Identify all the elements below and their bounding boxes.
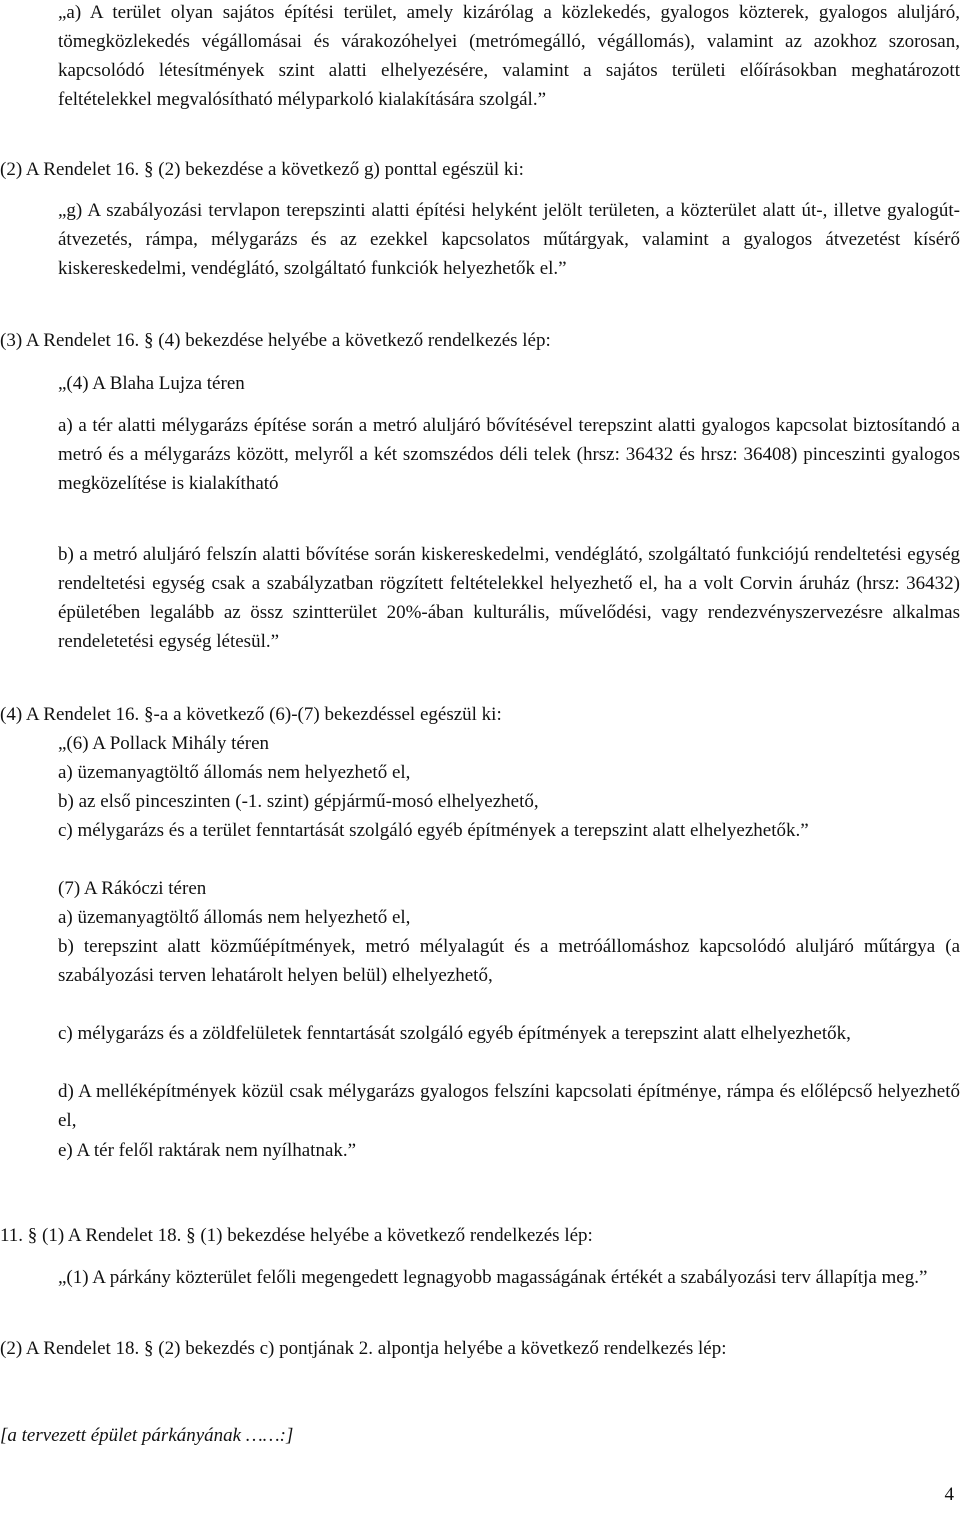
- paragraph-rakoczi-b: b) terepszint alatt közműépítmények, metró mélyalagút és a metróállomáshoz kapcsolódó aluljáró műtárgya (a szabályozási terven lehatárolt helyen belül) elhelyezhető,: [58, 936, 960, 986]
- paragraph-pollack-b: b) az első pinceszinten (-1. szint) gépjármű-mosó elhelyezhető,: [58, 791, 539, 812]
- paragraph-blaha-lujza: „(4) A Blaha Lujza téren: [58, 373, 245, 394]
- paragraph-g-szabalyozasi: „g) A szabályozási tervlapon terepszinti alatti építési helyként jelölt területen, a közterület alatt út-, illetve gyalogút-átvezetés, rámpa, mélygarázs és az ezekkel kapcsolatos műtárgyak, valamint a gyalogos átvezetést kísérő kiskereskedelmi, vendéglátó, szolgáltató funkciók helyezhetők el.”: [58, 200, 960, 279]
- page-number: 4: [944, 1484, 954, 1505]
- paragraph-3-rendelet-16: (3) A Rendelet 16. § (4) bekezdése helyébe a következő rendelkezés lép:: [0, 330, 551, 351]
- paragraph-pollack-a: a) üzemanyagtöltő állomás nem helyezhető el,: [58, 762, 411, 783]
- paragraph-rakoczi-e: e) A tér felől raktárak nem nyílhatnak.”: [58, 1140, 357, 1161]
- paragraph-rakoczi-d: d) A melléképítmények közül csak mélygarázs gyalogos felszíni kapcsolati építménye, rámpa és előlépcső helyezhető el,: [58, 1081, 960, 1131]
- paragraph-blaha-b: b) a metró aluljáró felszín alatti bővítése során kiskereskedelmi, vendéglátó, szolgáltató funkciójú rendeltetési egység rendeltetési egység csak a szabályzatban rögzített feltételekkel helyezhető el, ha a volt Corvin áruház (hrsz: 36432) épületében legalább az össz szintterület 20%-ában kulturális, művelődési, vagy rendezvényszervezésre alkalmas rendeletetési egység létesül.”: [58, 544, 960, 652]
- paragraph-pollack-mihaly: „(6) A Pollack Mihály téren: [58, 733, 270, 754]
- paragraph-parkany: „(1) A párkány közterület felőli megengedett legnagyobb magasságának értékét a szabályozási terv állapítja meg.”: [58, 1267, 928, 1288]
- paragraph-pollack-c: c) mélygarázs és a terület fenntartását szolgáló egyéb építmények a terepszint alatt elhelyezhetők.”: [58, 820, 809, 841]
- paragraph-a-terulet: „a) A terület olyan sajátos építési terület, amely kizárólag a közlekedés, gyalogos közterek, gyalogos aluljáró, tömegközlekedés végállomásai és várakozóhelyei (metrómegálló, végállomás), valamint az azokhoz szorosan, kapcsolódó létesítmények szint alatti elhelyezésére, valamint a sajátos területi előírásokban meghatározott feltételekkel megvalósítható mélyparkoló kialakítására szolgál.”: [58, 2, 960, 110]
- paragraph-rakoczi-a: a) üzemanyagtöltő állomás nem helyezhető el,: [58, 907, 411, 928]
- paragraph-2-rendelet-16: (2) A Rendelet 16. § (2) bekezdése a következő g) ponttal egészül ki:: [0, 159, 524, 180]
- paragraph-4-rendelet-16: (4) A Rendelet 16. §-a a következő (6)-(7) bekezdéssel egészül ki:: [0, 704, 502, 725]
- paragraph-rakoczi-c: c) mélygarázs és a zöldfelületek fenntartását szolgáló egyéb építmények a terepszint alatt elhelyezhetők,: [58, 1023, 851, 1044]
- paragraph-11-rendelet-18: 11. § (1) A Rendelet 18. § (1) bekezdése helyébe a következő rendelkezés lép:: [0, 1225, 593, 1246]
- paragraph-rakoczi: (7) A Rákóczi téren: [58, 878, 207, 899]
- paragraph-2-rendelet-18: (2) A Rendelet 18. § (2) bekezdés c) pontjának 2. alpontja helyébe a következő rendelkezés lép:: [0, 1338, 727, 1359]
- paragraph-tervezett-epulet: [a tervezett épület párkányának ……:]: [0, 1425, 294, 1446]
- paragraph-blaha-a: a) a tér alatti mélygarázs építése során a metró aluljáró bővítésével terepszint alatti gyalogos kapcsolat biztosítandó a metró és a mélygarázs között, melyről a két szomszédos déli telek (hrsz: 36432 és hrsz: 36408) pinceszinti gyalogos megközelítése is kialakítható: [58, 415, 960, 494]
